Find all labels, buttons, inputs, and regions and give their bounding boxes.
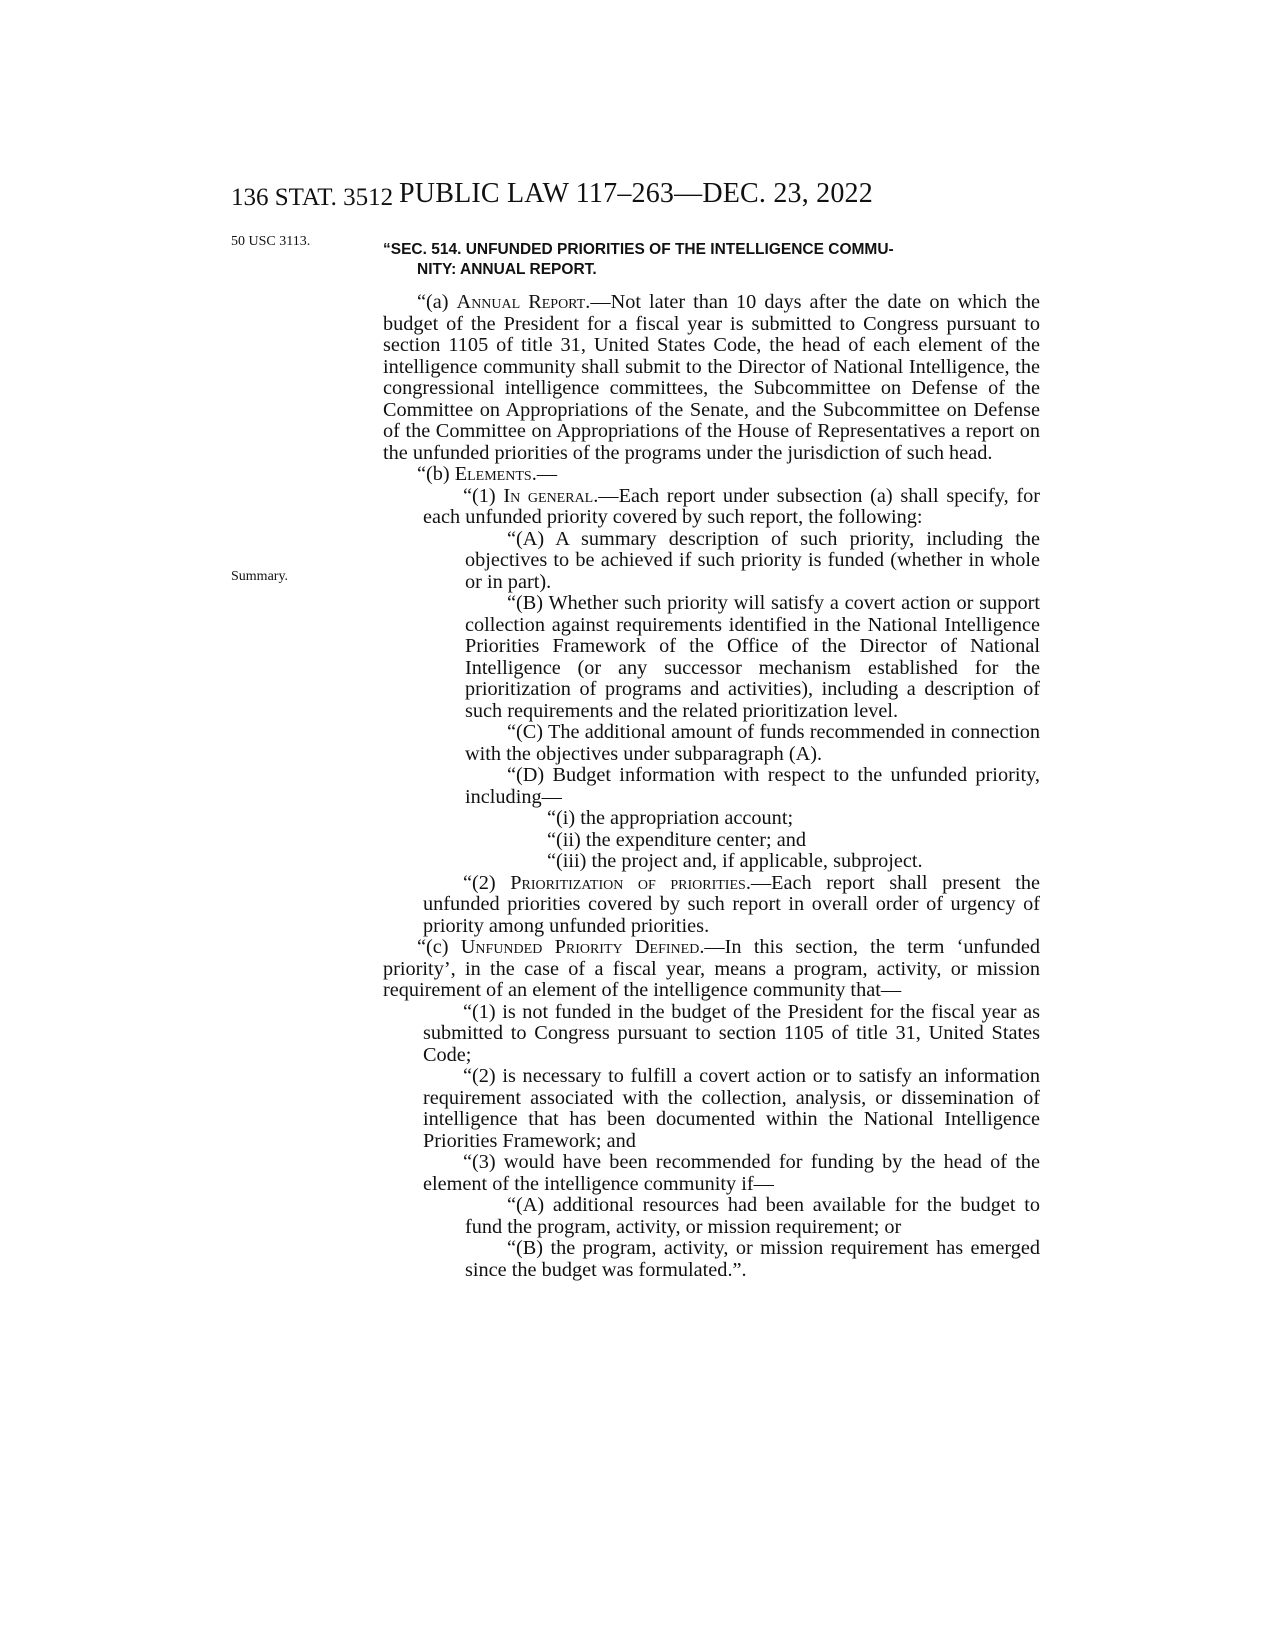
running-head: PUBLIC LAW 117–263—DEC. 23, 2022: [399, 178, 873, 209]
clause-i: “(i) the appropriation account;: [547, 807, 794, 829]
page-stat-number: 136 STAT. 3512: [231, 184, 394, 211]
section-heading-line1: “SEC. 514. UNFUNDED PRIORITIES OF THE INTELLIGENCE COMMU-: [383, 241, 894, 258]
clause-ii: “(ii) the expenditure center; and: [547, 828, 807, 851]
subsection-a-heading: Annual Report: [456, 291, 586, 313]
paragraph-b1: [423, 486, 1040, 529]
subsection-b-heading: [383, 464, 1040, 486]
subsection-c-heading: Unfunded Priority Defined: [460, 936, 700, 958]
subsection-a-text: .—Not later than 10 days after the date on which the budget of the President for a fiscal year is submitted to Congress pursuant to section 1105 of title 31, United States Code, the head of each element of the intelligence community shall submit to the Director of National Intelligence, the congressional intelligence committees, the Subcommittee on Defense of the Committee on Appropriations of the Senate, and the Subcommittee on Defense of the Committee on Appropriations of the House of Representatives a report on the unfunded priorities of the programs under the jurisdiction of such head.: [383, 291, 1040, 464]
paragraph-c1: “(1) is not funded in the budget of the President for the fiscal year as submitted to Congress pursuant to section 1105 of title 31, United States Code;: [423, 1000, 1040, 1066]
paragraph-b2-heading: Prioritization of priorities: [510, 871, 746, 894]
subsection-b-title: Elements: [454, 463, 532, 485]
paragraph-b2-prefix: “(2): [463, 871, 511, 894]
paragraph-c3: “(3) would have been recommended for funding by the head of the element of the intelligence community if—: [423, 1151, 1040, 1195]
subparagraph-b1-a: “(A) A summary description of such priority, including the objectives to be achieved if such priority is funded (whether in whole or in part).: [465, 527, 1040, 593]
page-header: [231, 178, 1031, 218]
section-heading: [383, 240, 1040, 280]
subsection-a-prefix: “(a): [417, 291, 457, 313]
subsection-b-prefix: “(b): [417, 463, 455, 485]
paragraph-b1-prefix: “(1): [463, 484, 504, 507]
subsection-b-suffix: .—: [531, 463, 558, 485]
subsection-a: [383, 292, 1040, 464]
paragraph-b1-text: .—Each report under subsection (a) shall specify, for each unfunded priority covered by such report, the following:: [423, 484, 1040, 528]
paragraph-b2-text: .—Each report shall present the unfunded priorities covered by such report in overall order of urgency of priority among unfunded priorities.: [423, 871, 1040, 937]
section-heading-line2: NITY: ANNUAL REPORT.: [417, 261, 597, 278]
subparagraph-c3-a: “(A) additional resources had been available for the budget to fund the program, activity, or mission requirement; or: [465, 1194, 1040, 1238]
clause-iii: “(iii) the project and, if applicable, subproject.: [547, 850, 923, 872]
paragraph-b1-heading: In general: [503, 484, 594, 507]
document-body: [383, 292, 1040, 1281]
margin-note-usc: 50 USC 3113.: [231, 234, 311, 249]
paragraph-b2: [423, 873, 1040, 938]
margin-note-summary: Summary.: [231, 569, 289, 584]
subsection-c-prefix: “(c): [417, 936, 461, 958]
subsection-c: [383, 937, 1040, 1002]
subparagraph-b1-c: “(C) The additional amount of funds recommended in connection with the objectives under subparagraph (A).: [465, 721, 1040, 765]
subparagraph-c3-b: “(B) the program, activity, or mission requirement has emerged since the budget was formulated.”.: [465, 1237, 1040, 1281]
subparagraph-b1-d: “(D) Budget information with respect to the unfunded priority, including—: [465, 764, 1040, 808]
subparagraph-b1-b: “(B) Whether such priority will satisfy a covert action or support collection against requirements identified in the National Intelligence Priorities Framework of the Office of the Director of National Intelligence (or any successor mechanism established for the prioritization of programs and activities), including a description of such requirements and the related prioritization level.: [465, 592, 1040, 722]
paragraph-c2: “(2) is necessary to fulfill a covert action or to satisfy an information requirement associated with the collection, analysis, or dissemination of intelligence that has been documented within the National Intelligence Priorities Framework; and: [423, 1065, 1040, 1152]
subsection-c-text: .—In this section, the term ‘unfunded priority’, in the case of a fiscal year, means a program, activity, or mission requirement of an element of the intelligence community that—: [383, 936, 1040, 1001]
